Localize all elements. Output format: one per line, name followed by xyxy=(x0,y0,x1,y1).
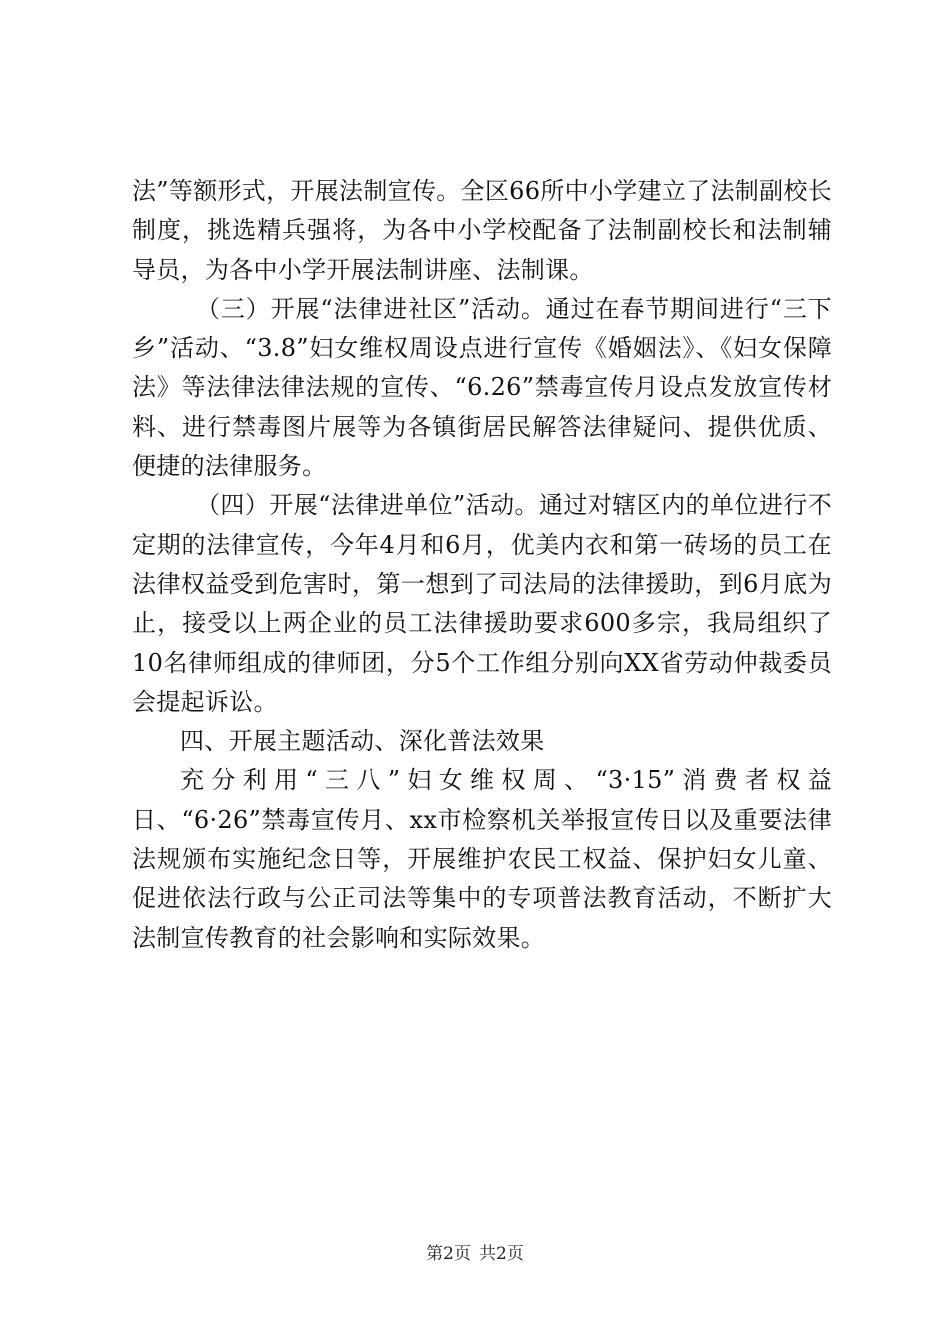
page-footer xyxy=(0,1243,950,1265)
paragraph-theme-activities: 充分利用“三八”妇女维权周、“3·15”消费者权益日、“6·26”禁毒宣传月、xx市检察机关举报宣传日以及重要法律法规颁布实施纪念日等，开展维护农民工权益、保护妇女儿童、促进依法行政与公正司法等集中的专项普法教育活动，不断扩大法制宣传教育的社会影响和实际效果。 xyxy=(132,766,832,952)
document-body xyxy=(132,172,832,958)
paragraph-section-4: （四）开展“法律进单位”活动。通过对辖区内的单位进行不定期的法律宣传，今年4月和6月，优美内衣和第一砖场的员工在法律权益受到危害时，第一想到了司法局的法律援助，到6月底为止，接受以上两企业的员工法律援助要求600多宗，我局组织了10名律师组成的律师团，分5个工作组分别向XX省劳动仲裁委员会提起诉讼。 xyxy=(132,491,832,716)
paragraph-section-3: （三）开展“法律进社区”活动。通过在春节期间进行“三下乡”活动、“3.8”妇女维权周设点进行宣传《婚姻法》、《妇女保障法》等法律法律法规的宣传、“6.26”禁毒宣传月设点发放宣传材料、进行禁毒图片展等为各镇街居民解答法律疑问、提供优质、便捷的法律服务。 xyxy=(132,294,832,481)
page-number: 第2页 xyxy=(426,1244,471,1264)
paragraph-continuation: 法”等额形式，开展法制宣传。全区66所中小学建立了法制副校长制度，挑选精兵强将，为各中小学校配备了法制副校长和法制辅导员，为各中小学开展法制讲座、法制课。 xyxy=(132,177,832,284)
section-heading: 四、开展主题活动、深化普法效果 xyxy=(180,727,545,756)
page-total: 共2页 xyxy=(479,1244,524,1264)
